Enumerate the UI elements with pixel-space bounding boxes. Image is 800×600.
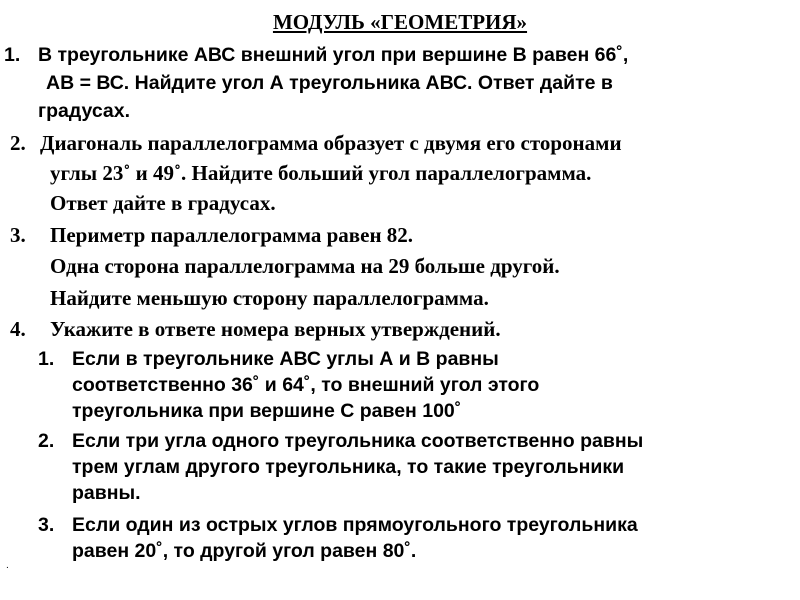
- problem-3-number: 3.: [10, 223, 26, 247]
- problem-1-number: 1.: [4, 44, 21, 66]
- problem-2-line-1: Диагональ параллелограмма образует с двумя его сторонами: [40, 131, 622, 155]
- problem-2-line-3: Ответ дайте в градусах.: [50, 191, 276, 215]
- statement-3-number: 3.: [38, 514, 55, 536]
- statement-1-number: 1.: [38, 348, 55, 370]
- statement-2-line-3: равны.: [72, 482, 141, 504]
- problem-4-number: 4.: [10, 317, 26, 341]
- problem-1-line-3: градусах.: [38, 100, 131, 122]
- problem-1-line-1: В треугольнике АВС внешний угол при вершине В равен 66˚,: [38, 44, 629, 66]
- statement-1-line-3: треугольника при вершине С равен 100˚: [72, 400, 462, 422]
- problem-2-line-2: углы 23˚ и 49˚. Найдите больший угол параллелограмма.: [50, 161, 592, 185]
- statement-3-line-2: равен 20˚, то другой угол равен 80˚.: [72, 540, 417, 562]
- statement-3-line-1: Если один из острых углов прямоугольного треугольника: [72, 514, 638, 536]
- problem-3-line-1: Периметр параллелограмма равен 82.: [50, 223, 414, 247]
- statement-2-line-1: Если три угла одного треугольника соответственно равны: [72, 430, 644, 452]
- problem-3-line-3: Найдите меньшую сторону параллелограмма.: [50, 286, 489, 310]
- statement-2-line-2: трем углам другого треугольника, то такие треугольники: [72, 456, 625, 478]
- problem-1-line-2: АВ = ВС. Найдите угол А треугольника АВС. Ответ дайте в: [46, 72, 613, 94]
- footer-dot: .: [6, 560, 9, 571]
- problem-3-line-2: Одна сторона параллелограмма на 29 больше другой.: [50, 254, 560, 278]
- statement-1-line-2: соответственно 36˚ и 64˚, то внешний угол этого: [72, 374, 540, 396]
- statement-2-number: 2.: [38, 430, 55, 452]
- problem-4-line-1: Укажите в ответе номера верных утверждений.: [50, 317, 501, 341]
- page-title: МОДУЛЬ «ГЕОМЕТРИЯ»: [272, 10, 528, 34]
- problem-2-number: 2.: [10, 131, 26, 155]
- statement-1-line-1: Если в треугольнике АВС углы А и В равны: [72, 348, 499, 370]
